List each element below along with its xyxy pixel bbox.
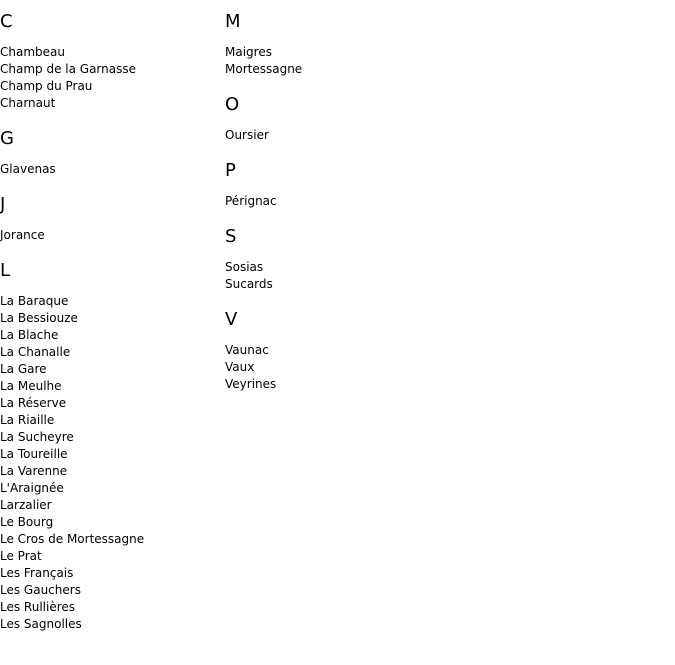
letter-heading: M — [225, 11, 241, 32]
letter-group-o — [225, 95, 445, 144]
letter-group-s — [225, 227, 445, 293]
entry-le-prat[interactable]: Le Prat — [0, 549, 42, 563]
entry-l-araignee[interactable]: L'Araignée — [0, 481, 64, 495]
letter-group-m — [225, 12, 445, 78]
letter-heading: L — [0, 260, 11, 281]
entry-la-baraque[interactable]: La Baraque — [0, 294, 69, 308]
entry-list — [0, 293, 220, 633]
letter-heading: O — [225, 94, 240, 115]
entry-champ-du-prau[interactable]: Champ du Prau — [0, 79, 93, 93]
entry-champ-de-la-garnasse[interactable]: Champ de la Garnasse — [0, 62, 136, 76]
entry-list — [225, 193, 445, 210]
entry-larzalier[interactable]: Larzalier — [0, 498, 52, 512]
entry-list — [225, 44, 445, 78]
letter-heading: G — [0, 128, 14, 149]
entry-les-gauchers[interactable]: Les Gauchers — [0, 583, 81, 597]
entry-la-gare[interactable]: La Gare — [0, 362, 47, 376]
entry-la-riaille[interactable]: La Riaille — [0, 413, 55, 427]
entry-le-bourg[interactable]: Le Bourg — [0, 515, 54, 529]
entry-les-rullieres[interactable]: Les Rullières — [0, 600, 76, 614]
letter-heading: S — [225, 226, 237, 247]
entry-sucards[interactable]: Sucards — [225, 277, 273, 291]
entry-list — [0, 161, 220, 178]
left-column — [0, 12, 220, 650]
right-column — [225, 12, 445, 410]
letter-group-j — [0, 195, 220, 244]
entry-la-reserve[interactable]: La Réserve — [0, 396, 67, 410]
letter-group-v — [225, 310, 445, 393]
entry-list — [0, 44, 220, 112]
entry-oursier[interactable]: Oursier — [225, 128, 269, 142]
entry-list — [225, 127, 445, 144]
entry-maigres[interactable]: Maigres — [225, 45, 272, 59]
entry-les-francais[interactable]: Les Français — [0, 566, 74, 580]
letter-group-p — [225, 161, 445, 210]
entry-les-sagnolles[interactable]: Les Sagnolles — [0, 617, 82, 631]
letter-heading: P — [225, 160, 236, 181]
entry-list — [0, 227, 220, 244]
entry-la-sucheyre[interactable]: La Sucheyre — [0, 430, 74, 444]
letter-heading: C — [0, 11, 13, 32]
entry-charnaut[interactable]: Charnaut — [0, 96, 56, 110]
entry-la-bessiouze[interactable]: La Bessiouze — [0, 311, 78, 325]
letter-heading: V — [225, 309, 238, 330]
letter-group-l — [0, 261, 220, 633]
entry-la-toureille[interactable]: La Toureille — [0, 447, 68, 461]
entry-vaux[interactable]: Vaux — [225, 360, 255, 374]
entry-le-cros-de-mortessagne[interactable]: Le Cros de Mortessagne — [0, 532, 145, 546]
entry-chambeau[interactable]: Chambeau — [0, 45, 65, 59]
entry-jorance[interactable]: Jorance — [0, 228, 45, 242]
entry-la-blache[interactable]: La Blache — [0, 328, 59, 342]
entry-sosias[interactable]: Sosias — [225, 260, 264, 274]
entry-vaunac[interactable]: Vaunac — [225, 343, 269, 357]
entry-list — [225, 259, 445, 293]
entry-la-chanalle[interactable]: La Chanalle — [0, 345, 71, 359]
entry-la-meulhe[interactable]: La Meulhe — [0, 379, 62, 393]
entry-mortessagne[interactable]: Mortessagne — [225, 62, 303, 76]
entry-perignac[interactable]: Pérignac — [225, 194, 277, 208]
letter-heading: J — [0, 194, 6, 215]
entry-veyrines[interactable]: Veyrines — [225, 377, 277, 391]
entry-list — [225, 342, 445, 393]
entry-glavenas[interactable]: Glavenas — [0, 162, 56, 176]
entry-la-varenne[interactable]: La Varenne — [0, 464, 68, 478]
letter-group-g — [0, 129, 220, 178]
letter-group-c — [0, 12, 220, 112]
